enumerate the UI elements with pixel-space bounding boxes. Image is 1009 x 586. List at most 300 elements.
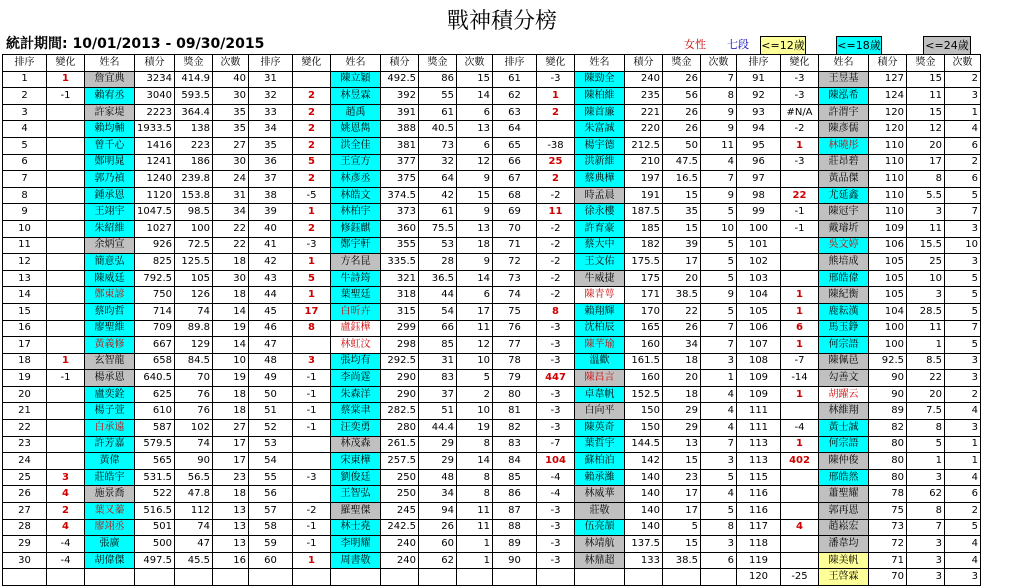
cell-change <box>781 552 819 569</box>
cell-points: 282.5 <box>381 403 419 420</box>
cell-change: -4 <box>47 552 85 569</box>
cell-points: 3234 <box>135 71 175 88</box>
cell-name: 許渭宇 <box>819 104 869 121</box>
cell-count: 8 <box>457 486 493 503</box>
cell-name: 賴均輔 <box>85 121 135 138</box>
cell-change: 104 <box>537 453 575 470</box>
cell-name: 何宗語 <box>819 436 869 453</box>
cell-points: 175 <box>625 270 663 287</box>
cell-change <box>781 237 819 254</box>
table-row <box>3 204 981 221</box>
table-row <box>3 270 981 287</box>
cell-rank: 51 <box>249 403 293 420</box>
table-row <box>3 453 981 470</box>
cell-name: 郭再恩 <box>819 503 869 520</box>
cell-prize: 74 <box>175 519 213 536</box>
cell-points: 92.5 <box>869 353 907 370</box>
cell-prize: 15 <box>663 536 701 553</box>
header-count: 次數 <box>701 55 737 72</box>
cell-change: -2 <box>537 187 575 204</box>
cell-count: 5 <box>945 519 981 536</box>
cell-points: 245 <box>381 503 419 520</box>
cell-prize: 89.8 <box>175 320 213 337</box>
cell-rank: 19 <box>3 370 47 387</box>
cell-change: 8 <box>537 303 575 320</box>
cell-prize: 56 <box>663 88 701 105</box>
cell-change <box>781 503 819 520</box>
cell-name: 劉俊廷 <box>331 469 381 486</box>
cell-name: 鄭明晁 <box>85 154 135 171</box>
cell-prize: 1 <box>907 337 945 354</box>
cell-prize: 129 <box>175 337 213 354</box>
cell-rank: 116 <box>737 486 781 503</box>
cell-prize <box>175 569 213 586</box>
cell-name: 羅聖傑 <box>331 503 381 520</box>
cell-points: 106 <box>869 237 907 254</box>
cell-prize: 15 <box>663 220 701 237</box>
cell-count: 18 <box>213 486 249 503</box>
legend-under-18: <=18歲 <box>836 36 882 55</box>
cell-prize: 138 <box>175 121 213 138</box>
table-row <box>3 353 981 370</box>
cell-count: 19 <box>457 420 493 437</box>
cell-change <box>47 436 85 453</box>
cell-change <box>47 270 85 287</box>
cell-prize: 50 <box>663 137 701 154</box>
cell-points: 501 <box>135 519 175 536</box>
cell-points: 71 <box>869 552 907 569</box>
cell-name: 王文佑 <box>575 254 625 271</box>
cell-change: -3 <box>781 88 819 105</box>
cell-name: 戴璿圻 <box>819 220 869 237</box>
table-row <box>3 71 981 88</box>
cell-name: 許家堤 <box>85 104 135 121</box>
cell-count: 18 <box>213 386 249 403</box>
cell-change: 1 <box>47 353 85 370</box>
cell-change: -3 <box>537 519 575 536</box>
cell-name: 陳紀衡 <box>819 287 869 304</box>
cell-rank: 34 <box>249 121 293 138</box>
cell-points: 261.5 <box>381 436 419 453</box>
cell-rank: 21 <box>3 403 47 420</box>
cell-points: 709 <box>135 320 175 337</box>
cell-points: 80 <box>869 436 907 453</box>
cell-points: 497.5 <box>135 552 175 569</box>
cell-points: 212.5 <box>625 137 663 154</box>
cell-change: -1 <box>293 536 331 553</box>
cell-count: 18 <box>213 403 249 420</box>
cell-name: 何宗語 <box>819 337 869 354</box>
cell-name: 黃偉 <box>85 453 135 470</box>
header-rank: 排序 <box>493 55 537 72</box>
table-row <box>3 254 981 271</box>
cell-rank: 85 <box>493 469 537 486</box>
cell-name: 胡躍云 <box>819 386 869 403</box>
cell-count: 5 <box>701 303 737 320</box>
cell-name: 張廣 <box>85 536 135 553</box>
cell-count: 23 <box>213 469 249 486</box>
cell-rank: 52 <box>249 420 293 437</box>
cell-rank: 41 <box>249 237 293 254</box>
cell-change: 6 <box>781 320 819 337</box>
cell-count: 3 <box>701 453 737 470</box>
cell-count: 12 <box>457 154 493 171</box>
cell-points: 78 <box>869 486 907 503</box>
cell-prize: 90 <box>175 453 213 470</box>
cell-prize: 29 <box>419 453 457 470</box>
cell-rank: 27 <box>3 503 47 520</box>
cell-count: 9 <box>701 104 737 121</box>
cell-count: 2 <box>945 503 981 520</box>
cell-count <box>213 569 249 586</box>
cell-rank: 93 <box>737 104 781 121</box>
cell-count: 2 <box>457 386 493 403</box>
cell-points: 375 <box>381 171 419 188</box>
cell-count: 3 <box>945 88 981 105</box>
cell-change: -2 <box>537 237 575 254</box>
cell-points <box>135 569 175 586</box>
cell-name: 陳首廉 <box>575 104 625 121</box>
cell-prize: 593.5 <box>175 88 213 105</box>
table-row <box>3 187 981 204</box>
cell-rank: 77 <box>493 337 537 354</box>
cell-points: 120 <box>869 121 907 138</box>
cell-points: 1120 <box>135 187 175 204</box>
cell-count: 14 <box>213 337 249 354</box>
cell-prize: 10 <box>907 270 945 287</box>
cell-points: 1240 <box>135 171 175 188</box>
cell-name: 勾善文 <box>819 370 869 387</box>
cell-count: 35 <box>213 104 249 121</box>
cell-name: 盧鈺樺 <box>331 320 381 337</box>
cell-name: 朱紹維 <box>85 220 135 237</box>
cell-prize: 86 <box>419 71 457 88</box>
cell-change: 2 <box>537 171 575 188</box>
cell-name: 許育豪 <box>575 220 625 237</box>
cell-rank: 48 <box>249 353 293 370</box>
cell-prize: 7 <box>907 519 945 536</box>
cell-name: 邢皓偉 <box>819 270 869 287</box>
cell-rank: 94 <box>737 121 781 138</box>
cell-change: -4 <box>537 469 575 486</box>
cell-count: 6 <box>945 171 981 188</box>
cell-name: 趙禹 <box>331 104 381 121</box>
cell-change <box>47 171 85 188</box>
cell-change: -4 <box>537 486 575 503</box>
cell-name: 王啓霖 <box>819 569 869 586</box>
cell-count: 5 <box>701 204 737 221</box>
cell-rank: 16 <box>3 320 47 337</box>
cell-points: 110 <box>869 154 907 171</box>
cell-rank: 1 <box>3 71 47 88</box>
cell-rank <box>3 569 47 586</box>
cell-prize: 102 <box>175 420 213 437</box>
cell-prize: 34 <box>663 337 701 354</box>
cell-count: 5 <box>945 187 981 204</box>
cell-prize: 11 <box>907 320 945 337</box>
cell-prize: 3 <box>907 536 945 553</box>
cell-prize: 15 <box>907 71 945 88</box>
cell-rank: 64 <box>493 121 537 138</box>
cell-rank: 105 <box>737 303 781 320</box>
cell-points: 587 <box>135 420 175 437</box>
cell-name: 陳昌言 <box>575 370 625 387</box>
cell-name: 賴宥丞 <box>85 88 135 105</box>
cell-prize: 54 <box>419 303 457 320</box>
cell-name: 陳彥儒 <box>819 121 869 138</box>
cell-change: 22 <box>781 187 819 204</box>
legend-under-12: <=12歲 <box>760 36 806 55</box>
cell-prize: 47.5 <box>663 154 701 171</box>
cell-points: 391 <box>381 104 419 121</box>
cell-prize: 25 <box>907 254 945 271</box>
cell-change: 1 <box>293 552 331 569</box>
header-change: 變化 <box>293 55 331 72</box>
cell-rank: 4 <box>3 121 47 138</box>
cell-count: 7 <box>701 436 737 453</box>
table-row <box>3 370 981 387</box>
cell-prize: 39 <box>663 237 701 254</box>
cell-count: 9 <box>457 171 493 188</box>
cell-prize: 1 <box>907 453 945 470</box>
cell-name: 白承遠 <box>85 420 135 437</box>
table-row <box>3 503 981 520</box>
cell-prize: 126 <box>175 287 213 304</box>
cell-prize: 45.5 <box>175 552 213 569</box>
cell-count: 13 <box>457 121 493 138</box>
cell-count: 11 <box>457 503 493 520</box>
cell-rank: 44 <box>249 287 293 304</box>
cell-change: 1 <box>781 287 819 304</box>
table-row <box>3 88 981 105</box>
cell-prize: 35 <box>663 204 701 221</box>
cell-count: 3 <box>945 569 981 586</box>
cell-name: 許芳嘉 <box>85 436 135 453</box>
cell-name: 楊承恩 <box>85 370 135 387</box>
table-row <box>3 121 981 138</box>
cell-prize: 60 <box>419 536 457 553</box>
cell-rank: 102 <box>737 254 781 271</box>
cell-points: 197 <box>625 171 663 188</box>
cell-change: 11 <box>537 204 575 221</box>
cell-name: 時孟晨 <box>575 187 625 204</box>
cell-name: 葉又蓁 <box>85 503 135 520</box>
cell-change: 25 <box>537 154 575 171</box>
cell-prize: 56.5 <box>175 469 213 486</box>
cell-rank: 111 <box>737 403 781 420</box>
cell-count: 9 <box>457 254 493 271</box>
header-name: 姓名 <box>575 55 625 72</box>
cell-rank: 70 <box>493 220 537 237</box>
cell-rank: 68 <box>493 187 537 204</box>
cell-change: -3 <box>537 337 575 354</box>
cell-count: 4 <box>701 403 737 420</box>
cell-prize: 29 <box>663 420 701 437</box>
cell-rank: 65 <box>493 137 537 154</box>
cell-count: 11 <box>457 519 493 536</box>
cell-change: 3 <box>47 469 85 486</box>
cell-prize: 3 <box>907 569 945 586</box>
cell-count: 3 <box>945 420 981 437</box>
cell-prize <box>419 569 457 586</box>
cell-rank: 23 <box>3 436 47 453</box>
cell-rank: 115 <box>737 469 781 486</box>
cell-rank: 39 <box>249 204 293 221</box>
cell-prize: 74 <box>175 436 213 453</box>
cell-count: 7 <box>701 71 737 88</box>
table-row <box>3 337 981 354</box>
cell-points: 242.5 <box>381 519 419 536</box>
cell-rank: 20 <box>3 386 47 403</box>
cell-change: -3 <box>537 353 575 370</box>
cell-points: 640.5 <box>135 370 175 387</box>
cell-count: 31 <box>213 187 249 204</box>
cell-name: 盧奕銓 <box>85 386 135 403</box>
cell-prize: 105 <box>175 270 213 287</box>
cell-count: 30 <box>213 88 249 105</box>
cell-rank: 67 <box>493 171 537 188</box>
cell-name: 蘇柏泊 <box>575 453 625 470</box>
cell-prize: 8 <box>907 171 945 188</box>
cell-name: 玄智龍 <box>85 353 135 370</box>
cell-change: -1 <box>293 420 331 437</box>
cell-prize: 53 <box>419 237 457 254</box>
cell-points: 124 <box>869 88 907 105</box>
cell-points: 120 <box>869 104 907 121</box>
cell-change <box>537 569 575 586</box>
cell-points: 335.5 <box>381 254 419 271</box>
cell-count: 9 <box>701 287 737 304</box>
cell-count: 6 <box>457 287 493 304</box>
cell-name: 鄭東諺 <box>85 287 135 304</box>
table-row <box>3 104 981 121</box>
cell-count: 7 <box>945 204 981 221</box>
table-row <box>3 386 981 403</box>
cell-count: 10 <box>457 403 493 420</box>
cell-rank: 11 <box>3 237 47 254</box>
cell-name <box>85 569 135 586</box>
cell-points: 220 <box>625 121 663 138</box>
cell-rank: 45 <box>249 303 293 320</box>
cell-prize: 17 <box>663 486 701 503</box>
cell-rank: 113 <box>737 453 781 470</box>
cell-points: 144.5 <box>625 436 663 453</box>
cell-count: 1 <box>945 104 981 121</box>
cell-prize: 20 <box>663 270 701 287</box>
cell-prize: 5 <box>663 519 701 536</box>
table-row <box>3 303 981 320</box>
cell-prize <box>663 569 701 586</box>
cell-points: 250 <box>381 469 419 486</box>
cell-name: 王翊宇 <box>85 204 135 221</box>
cell-change <box>47 204 85 221</box>
cell-count: 7 <box>945 320 981 337</box>
cell-prize: 414.9 <box>175 71 213 88</box>
cell-rank: 14 <box>3 287 47 304</box>
cell-change <box>781 171 819 188</box>
header-change: 變化 <box>781 55 819 72</box>
legend-female: 女性 <box>684 38 706 51</box>
cell-points: 492.5 <box>381 71 419 88</box>
cell-rank: 47 <box>249 337 293 354</box>
cell-count: 3 <box>945 220 981 237</box>
cell-rank: 109 <box>737 386 781 403</box>
cell-name: 陳美帆 <box>819 552 869 569</box>
cell-change: -3 <box>781 71 819 88</box>
cell-points: 150 <box>625 403 663 420</box>
cell-prize: 15 <box>663 453 701 470</box>
cell-name: 黃義修 <box>85 337 135 354</box>
cell-change: 2 <box>293 137 331 154</box>
cell-count: 17 <box>213 453 249 470</box>
cell-change: -1 <box>781 220 819 237</box>
cell-prize: 48 <box>419 469 457 486</box>
ranking-table <box>2 54 981 586</box>
cell-name: 陳泓希 <box>819 88 869 105</box>
cell-rank: 43 <box>249 270 293 287</box>
cell-count: 13 <box>213 503 249 520</box>
cell-change: -3 <box>537 536 575 553</box>
cell-name: 莊敬 <box>575 503 625 520</box>
cell-change: -3 <box>537 552 575 569</box>
cell-change: -3 <box>293 469 331 486</box>
cell-name: 吳文婷 <box>819 237 869 254</box>
cell-name: 林曉彤 <box>819 137 869 154</box>
cell-count: 14 <box>457 88 493 105</box>
cell-points: 257.5 <box>381 453 419 470</box>
cell-name: 楊子萱 <box>85 403 135 420</box>
cell-prize: 8 <box>907 503 945 520</box>
cell-count: 5 <box>701 503 737 520</box>
cell-count: 12 <box>457 337 493 354</box>
cell-rank: 98 <box>737 187 781 204</box>
cell-points: 161.5 <box>625 353 663 370</box>
cell-name: 廖聖維 <box>85 320 135 337</box>
cell-points: 160 <box>625 370 663 387</box>
cell-points: 299 <box>381 320 419 337</box>
cell-count: 5 <box>701 237 737 254</box>
table-row <box>3 569 981 586</box>
cell-rank: 107 <box>737 337 781 354</box>
cell-count: 4 <box>945 403 981 420</box>
cell-prize: 3 <box>907 552 945 569</box>
cell-name: 尤延鑫 <box>819 187 869 204</box>
cell-change: -7 <box>781 353 819 370</box>
cell-change <box>293 436 331 453</box>
cell-points: 531.5 <box>135 469 175 486</box>
cell-rank: 31 <box>249 71 293 88</box>
cell-rank: 120 <box>737 569 781 586</box>
cell-change: 17 <box>293 303 331 320</box>
cell-prize: 76 <box>175 403 213 420</box>
cell-points: 75 <box>869 503 907 520</box>
cell-name: 趙崧宏 <box>819 519 869 536</box>
cell-points: 109 <box>869 220 907 237</box>
cell-count: 8 <box>457 436 493 453</box>
cell-name: 楊宇德 <box>575 137 625 154</box>
table-row <box>3 469 981 486</box>
cell-points: 360 <box>381 220 419 237</box>
cell-count: 6 <box>945 137 981 154</box>
cell-count: 34 <box>213 204 249 221</box>
cell-rank: 10 <box>3 220 47 237</box>
cell-count: 5 <box>945 287 981 304</box>
cell-change <box>47 237 85 254</box>
cell-prize: 364.4 <box>175 104 213 121</box>
cell-points: 1933.5 <box>135 121 175 138</box>
cell-count: 8 <box>701 519 737 536</box>
cell-count: 4 <box>701 386 737 403</box>
